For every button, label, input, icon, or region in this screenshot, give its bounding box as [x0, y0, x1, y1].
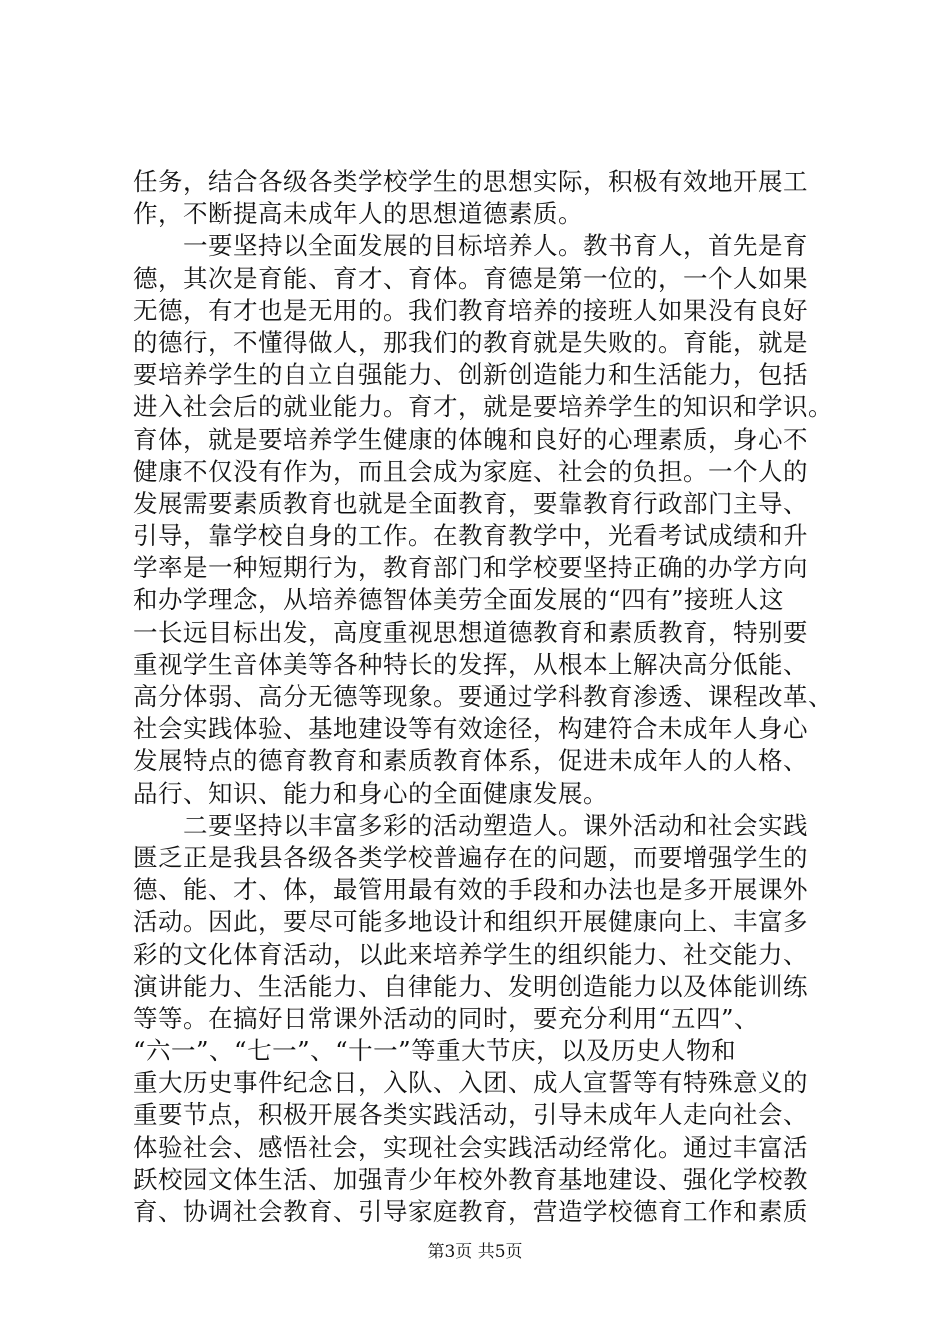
text-line: 彩的文化体育活动，以此来培养学生的组织能力、社交能力、: [133, 939, 808, 969]
text-line: 进入社会后的就业能力。育才，就是要培养学生的知识和学识。: [133, 392, 833, 422]
text-line: 无德，有才也是无用的。我们教育培养的接班人如果没有良好: [133, 295, 808, 325]
text-line: 和办学理念，从培养德智体美劳全面发展的“四有”接班人这: [133, 585, 785, 615]
text-line: 活动。因此，要尽可能多地设计和组织开展健康向上、丰富多: [133, 907, 808, 937]
text-line: 一长远目标出发，高度重视思想道德教育和素质教育，特别要: [133, 617, 808, 647]
text-line: 德、能、才、体，最管用最有效的手段和办法也是多开展课外: [133, 875, 808, 905]
page-footer: [0, 1240, 950, 1264]
text-line: 匮乏正是我县各级各类学校普遍存在的问题，而要增强学生的: [133, 842, 808, 872]
text-line: 育、协调社会教育、引导家庭教育，营造学校德育工作和素质: [133, 1197, 808, 1226]
text-line: 社会实践体验、基地建设等有效途径，构建符合未成年人身心: [133, 714, 808, 744]
text-line: 等等。在搞好日常课外活动的同时，要充分利用“五四”、: [133, 1003, 760, 1033]
text-line: 重要节点，积极开展各类实践活动，引导未成年人走向社会、: [133, 1100, 808, 1130]
text-line: 跃校园文体生活、加强青少年校外教育基地建设、强化学校教: [133, 1164, 808, 1194]
text-line: 发展特点的德育教育和素质教育体系，促进未成年人的人格、: [133, 746, 808, 776]
text-line: 学率是一种短期行为，教育部门和学校要坚持正确的办学方向: [133, 553, 808, 583]
text-line: 健康不仅没有作为，而且会成为家庭、社会的负担。一个人的: [133, 456, 808, 486]
text-line: 高分体弱、高分无德等现象。要通过学科教育渗透、课程改革、: [133, 682, 833, 711]
text-line: 重视学生音体美等各种特长的发挥，从根本上解决高分低能、: [133, 649, 808, 679]
text-line: 德，其次是育能、育才、育体。育德是第一位的，一个人如果: [133, 263, 808, 293]
text-line: 体验社会、感悟社会，实现社会实践活动经常化。通过丰富活: [133, 1132, 808, 1162]
text-line: 一要坚持以全面发展的目标培养人。教书育人，首先是育: [133, 231, 808, 261]
text-line: 品行、知识、能力和身心的全面健康发展。: [133, 778, 608, 808]
text-line: 的德行，不懂得做人，那我们的教育就是失败的。育能，就是: [133, 327, 808, 357]
document-body: [133, 166, 833, 1228]
page-number-label: 第3页 共5页: [427, 1242, 523, 1262]
text-line: 引导，靠学校自身的工作。在教育教学中，光看考试成绩和升: [133, 521, 808, 551]
text-line: 二要坚持以丰富多彩的活动塑造人。课外活动和社会实践: [133, 810, 808, 840]
text-line: 发展需要素质教育也就是全面教育，要靠教育行政部门主导、: [133, 488, 808, 518]
text-line: 育体，就是要培养学生健康的体魄和良好的心理素质，身心不: [133, 424, 808, 454]
text-line: 任务，结合各级各类学校学生的思想实际，积极有效地开展工: [133, 167, 808, 196]
text-line: 要培养学生的自立自强能力、创新创造能力和生活能力，包括: [133, 360, 808, 390]
text-line: 作，不断提高未成年人的思想道德素质。: [133, 199, 583, 229]
text-line: 演讲能力、生活能力、自律能力、发明创造能力以及体能训练: [133, 971, 808, 1001]
text-line: 重大历史事件纪念日，入队、入团、成人宣誓等有特殊意义的: [133, 1068, 808, 1098]
text-line: “六一”、“七一”、“十一”等重大节庆，以及历史人物和: [133, 1036, 737, 1066]
